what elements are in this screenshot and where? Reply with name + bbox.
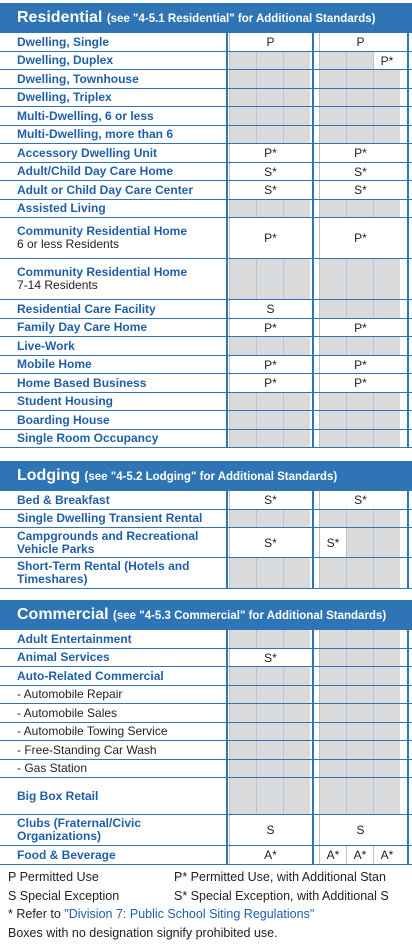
use-cell <box>256 723 283 740</box>
table-row <box>0 667 412 686</box>
use-label: - Automobile Towing Service <box>17 724 168 738</box>
table-row <box>0 491 412 510</box>
use-cell <box>346 70 373 88</box>
use-label: Food & Beverage <box>17 847 116 862</box>
use-cell <box>346 686 373 703</box>
use-label: Accessory Dwelling Unit <box>17 145 158 160</box>
use-cell: S* <box>319 491 401 509</box>
use-cell: P* <box>319 374 401 392</box>
table-row <box>0 741 412 760</box>
use-cell <box>373 704 400 722</box>
use-cell <box>346 528 373 557</box>
use-cell <box>256 778 283 814</box>
use-cell: A* <box>229 846 311 864</box>
use-cell: S* <box>319 528 346 557</box>
use-cell: A* <box>373 846 400 864</box>
use-cell <box>283 778 310 814</box>
use-cell <box>319 300 346 318</box>
use-cell: P* <box>229 144 311 162</box>
use-cell <box>256 558 283 588</box>
table-row <box>0 218 412 259</box>
table-row <box>0 393 412 411</box>
use-cell <box>283 723 310 740</box>
table-row <box>0 107 412 126</box>
use-label: Animal Services <box>17 650 110 664</box>
use-cell <box>256 70 283 88</box>
use-cell <box>283 741 310 759</box>
use-cell <box>346 107 373 125</box>
use-cell <box>319 649 346 666</box>
use-cell <box>229 741 256 759</box>
use-cell <box>319 686 346 703</box>
use-cell <box>373 126 400 143</box>
use-cell: P* <box>229 319 311 336</box>
table-row <box>0 411 412 430</box>
use-cell <box>229 558 256 588</box>
table-row <box>0 200 412 218</box>
use-label: - Automobile Sales <box>17 705 118 720</box>
use-label: Single Dwelling Transient Rental <box>17 511 203 525</box>
column-divider <box>312 491 314 589</box>
use-cell <box>283 89 310 106</box>
use-cell <box>256 704 283 722</box>
use-cell: S <box>229 815 311 845</box>
use-cell <box>373 337 400 355</box>
use-cell <box>346 89 373 106</box>
use-label: Short-Term Rental (Hotels and Timeshares) <box>17 559 190 586</box>
use-cell <box>283 126 310 143</box>
use-cell <box>373 107 400 125</box>
column-divider <box>407 33 409 448</box>
use-cell <box>373 70 400 88</box>
use-label: Dwelling, Duplex <box>17 53 114 67</box>
use-cell <box>373 411 400 429</box>
use-cell <box>373 741 400 759</box>
use-label: Student Housing <box>17 394 113 408</box>
use-cell <box>346 704 373 722</box>
use-cell <box>256 200 283 217</box>
use-cell <box>373 723 400 740</box>
table-row <box>0 337 412 356</box>
use-cell <box>319 667 346 685</box>
use-cell <box>283 704 310 722</box>
section-note: (see "4-5.1 Residential" for Additional Standards) <box>106 13 376 25</box>
use-cell <box>229 411 256 429</box>
use-cell <box>283 430 310 447</box>
use-cell <box>346 126 373 143</box>
residential-section <box>0 3 412 448</box>
use-cell <box>256 630 283 648</box>
use-cell <box>373 558 400 588</box>
table-row <box>0 52 412 70</box>
use-label: Adult/Child Day Care Home <box>17 164 174 178</box>
use-cell <box>346 630 373 648</box>
table-row <box>0 126 412 144</box>
use-cell <box>283 337 310 355</box>
table-row <box>0 259 412 300</box>
use-cell <box>256 430 283 447</box>
use-label: Auto-Related Commercial <box>17 668 164 683</box>
use-label: Clubs (Fraternal/Civic Organizations) <box>17 816 142 843</box>
legend-sstar: S* Special Exception, with Additional S <box>174 889 389 903</box>
use-cell <box>346 259 373 299</box>
table-row <box>0 163 412 181</box>
use-cell <box>319 778 346 814</box>
use-cell: P* <box>373 52 400 69</box>
table-row <box>0 528 412 558</box>
use-cell <box>283 667 310 685</box>
column-divider <box>312 33 314 448</box>
use-cell <box>229 200 256 217</box>
use-label: Adult Entertainment <box>17 631 132 646</box>
use-cell: S* <box>229 163 311 180</box>
use-cell <box>229 686 256 703</box>
table-row <box>0 430 412 448</box>
table-row <box>0 558 412 589</box>
use-label: Campgrounds and Recreational Vehicle Parks <box>17 528 199 556</box>
use-cell: S* <box>229 491 311 509</box>
use-label: Community Residential Home 6 or less Residents <box>17 224 188 251</box>
use-cell: P* <box>319 356 401 373</box>
table-row <box>0 510 412 528</box>
table-row <box>0 723 412 741</box>
table-row <box>0 374 412 393</box>
use-cell <box>229 393 256 410</box>
use-cell <box>229 510 256 527</box>
use-cell <box>319 760 346 777</box>
use-cell <box>256 510 283 527</box>
use-label: Dwelling, Townhouse <box>17 71 139 86</box>
use-cell <box>373 686 400 703</box>
lodging-section <box>0 461 412 589</box>
use-cell: P* <box>229 218 311 258</box>
use-label: Live-Work <box>17 338 75 353</box>
use-cell <box>229 778 256 814</box>
column-divider <box>226 33 228 448</box>
use-cell <box>283 52 310 69</box>
school-siting-link[interactable]: "Division 7: Public School Siting Regulations" <box>64 907 315 921</box>
use-cell <box>319 52 346 69</box>
commercial-section <box>0 600 412 865</box>
column-divider <box>407 491 409 589</box>
table-row <box>0 33 412 52</box>
section-title: Lodging <box>17 467 81 484</box>
legend-p: P Permitted Use <box>8 870 99 884</box>
use-cell <box>319 259 346 299</box>
use-cell <box>319 337 346 355</box>
use-cell <box>229 667 256 685</box>
use-cell: S* <box>319 163 401 180</box>
use-cell <box>229 760 256 777</box>
use-cell <box>373 259 400 299</box>
use-cell <box>229 723 256 740</box>
use-cell <box>319 510 346 527</box>
use-label: - Automobile Repair <box>17 687 123 701</box>
use-cell <box>229 52 256 69</box>
use-cell <box>346 778 373 814</box>
use-cell <box>346 337 373 355</box>
use-cell: P <box>229 33 311 51</box>
use-label: Home Based Business <box>17 375 147 390</box>
use-cell <box>319 107 346 125</box>
use-cell <box>319 70 346 88</box>
use-cell: S* <box>229 649 311 666</box>
use-cell <box>283 760 310 777</box>
use-cell <box>373 649 400 666</box>
use-cell <box>319 200 346 217</box>
use-cell <box>256 52 283 69</box>
use-cell <box>346 510 373 527</box>
column-divider <box>312 630 314 865</box>
table-row <box>0 649 412 667</box>
use-label: Assisted Living <box>17 201 106 215</box>
column-divider <box>226 491 228 589</box>
use-label: Dwelling, Triplex <box>17 90 112 104</box>
use-cell <box>229 126 256 143</box>
use-cell <box>319 393 346 410</box>
use-cell <box>319 723 346 740</box>
table-row <box>0 300 412 319</box>
use-cell <box>256 107 283 125</box>
use-cell <box>373 760 400 777</box>
use-cell <box>373 630 400 648</box>
use-label: Bed & Breakfast <box>17 492 110 507</box>
use-cell <box>256 393 283 410</box>
use-cell <box>346 393 373 410</box>
use-cell: S* <box>319 181 401 199</box>
use-cell <box>319 630 346 648</box>
section-note: (see "4-5.2 Lodging" for Additional Standards) <box>84 471 338 483</box>
section-title: Commercial <box>17 606 109 623</box>
use-cell <box>256 259 283 299</box>
use-cell <box>319 558 346 588</box>
use-cell <box>229 89 256 106</box>
table-row <box>0 319 412 337</box>
use-cell <box>319 411 346 429</box>
table-row <box>0 760 412 778</box>
use-cell <box>319 741 346 759</box>
use-cell <box>373 200 400 217</box>
use-cell <box>373 393 400 410</box>
use-cell <box>346 411 373 429</box>
use-cell <box>319 126 346 143</box>
section-title: Residential <box>17 9 103 26</box>
use-cell <box>229 337 256 355</box>
use-label: Community Residential Home 7-14 Residents <box>17 265 188 292</box>
use-cell <box>346 667 373 685</box>
column-divider <box>407 630 409 865</box>
use-cell <box>283 107 310 125</box>
use-cell <box>346 200 373 217</box>
use-cell: P* <box>229 356 311 373</box>
use-cell <box>373 778 400 814</box>
use-label: - Gas Station <box>17 761 88 775</box>
use-cell: P* <box>229 374 311 392</box>
use-label: - Free-Standing Car Wash <box>17 742 157 757</box>
use-label: Multi-Dwelling, 6 or less <box>17 108 154 123</box>
table-row <box>0 704 412 723</box>
table-row <box>0 778 412 815</box>
use-cell <box>229 107 256 125</box>
use-cell <box>373 528 400 557</box>
use-cell <box>373 667 400 685</box>
table-row <box>0 181 412 200</box>
use-cell <box>256 126 283 143</box>
table-row <box>0 89 412 107</box>
use-cell <box>319 704 346 722</box>
section-header <box>0 600 412 630</box>
use-label: Boarding House <box>17 412 110 427</box>
legend-boxes: Boxes with no designation signify prohibited use. <box>8 926 278 940</box>
use-label: Family Day Care Home <box>17 320 148 334</box>
use-cell <box>256 741 283 759</box>
use-label: Residential Care Facility <box>17 301 156 316</box>
use-cell <box>319 89 346 106</box>
use-cell <box>256 89 283 106</box>
use-cell <box>346 300 373 318</box>
use-label: Big Box Retail <box>17 788 99 803</box>
use-cell: P* <box>319 144 401 162</box>
use-cell <box>283 558 310 588</box>
use-cell <box>256 411 283 429</box>
use-cell <box>346 558 373 588</box>
use-cell: S <box>319 815 401 845</box>
table-row <box>0 144 412 163</box>
use-label: Adult or Child Day Care Center <box>17 182 194 197</box>
section-header <box>0 461 412 491</box>
section-header <box>0 3 412 33</box>
legend-refer: * Refer to "Division 7: Public School Siting Regulations" <box>8 907 315 921</box>
use-cell <box>346 649 373 666</box>
table-row <box>0 815 412 846</box>
use-cell <box>229 430 256 447</box>
use-cell <box>256 667 283 685</box>
table-row <box>0 356 412 374</box>
use-cell <box>256 760 283 777</box>
use-cell <box>346 430 373 447</box>
use-cell <box>346 741 373 759</box>
use-cell <box>283 630 310 648</box>
use-label: Multi-Dwelling, more than 6 <box>17 127 174 141</box>
use-cell <box>283 70 310 88</box>
table-row <box>0 846 412 865</box>
use-label: Single Room Occupancy <box>17 431 159 445</box>
column-divider <box>226 630 228 865</box>
table-row <box>0 630 412 649</box>
use-cell <box>256 337 283 355</box>
use-cell <box>346 52 373 69</box>
use-cell <box>373 430 400 447</box>
use-label: Mobile Home <box>17 357 92 371</box>
use-cell: S <box>229 300 311 318</box>
use-cell <box>229 259 256 299</box>
use-cell <box>256 686 283 703</box>
use-cell <box>373 89 400 106</box>
use-label: Dwelling, Single <box>17 34 110 49</box>
use-cell <box>283 200 310 217</box>
legend-pstar: P* Permitted Use, with Additional Stan <box>174 870 386 884</box>
use-cell <box>319 430 346 447</box>
table-row <box>0 70 412 89</box>
legend-s: S Special Exception <box>8 889 120 903</box>
use-cell <box>283 510 310 527</box>
table-row <box>0 686 412 704</box>
use-cell <box>346 760 373 777</box>
use-cell <box>373 300 400 318</box>
use-cell: P <box>319 33 401 51</box>
use-cell: S* <box>229 181 311 199</box>
use-cell: A* <box>319 846 346 864</box>
section-note: (see "4-5.3 Commercial" for Additional Standards) <box>113 610 387 622</box>
use-cell: P* <box>319 218 401 258</box>
use-cell <box>229 70 256 88</box>
use-cell <box>283 393 310 410</box>
use-cell: S* <box>229 528 311 557</box>
use-cell <box>283 259 310 299</box>
use-cell <box>283 686 310 703</box>
use-cell <box>373 510 400 527</box>
use-cell <box>283 411 310 429</box>
use-cell <box>229 630 256 648</box>
use-cell <box>229 704 256 722</box>
use-cell: A* <box>346 846 373 864</box>
use-cell: P* <box>319 319 401 336</box>
use-cell <box>346 723 373 740</box>
